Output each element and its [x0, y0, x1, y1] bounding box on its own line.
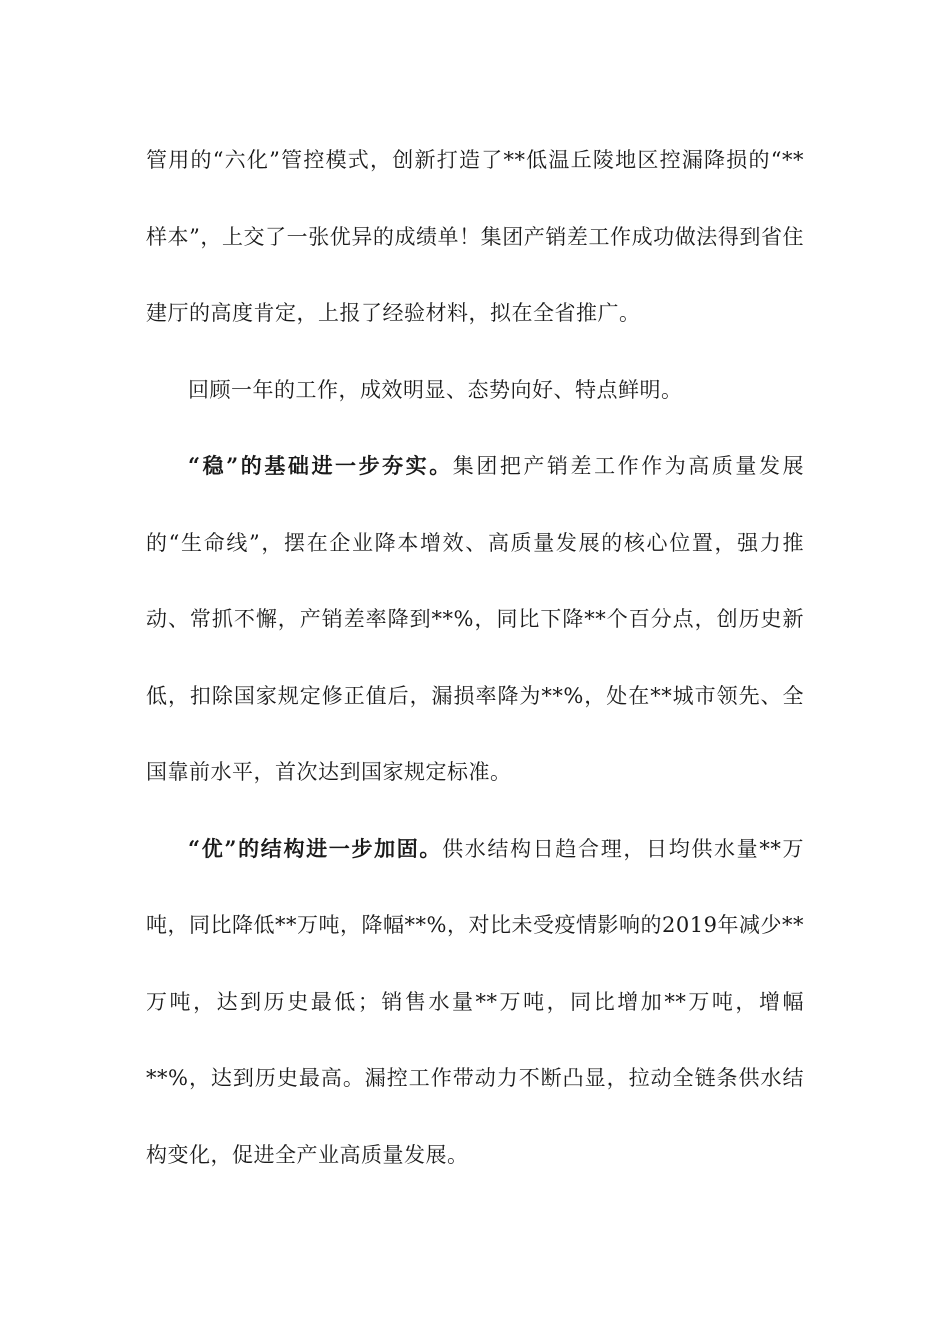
paragraph-text: 管用的“六化”管控模式，创新打造了**低温丘陵地区控漏降损的“**样本”，上交了一张优异的成绩单！集团产销差工作成功做法得到省住建厅的高度肯定，上报了经验材料，拟在全省推广。 [146, 148, 804, 325]
paragraph-intro-continued [146, 122, 804, 352]
document-body [146, 122, 804, 1193]
paragraph-lead-heading: “稳”的基础进一步夯实。 [188, 453, 453, 478]
paragraph-text: 供水结构日趋合理，日均供水量**万吨，同比降低**万吨，降幅**%，对比未受疫情影响的2019年减少**万吨，达到历史最低；销售水量**万吨，同比增加**万吨，增幅**%，达到历史最高。漏控工作带动力不断凸显，拉动全链条供水结构变化，促进全产业高质量发展。 [146, 836, 804, 1167]
paragraph-review-summary [146, 352, 804, 429]
paragraph-text: 集团把产销差工作作为高质量发展的“生命线”，摆在企业降本增效、高质量发展的核心位置，强力推动、常抓不懈，产销差率降到**%，同比下降**个百分点，创历史新低，扣除国家规定修正值后，漏损率降为**%，处在**城市领先、全国靠前水平，首次达到国家规定标准。 [146, 454, 804, 784]
paragraph-text: 回顾一年的工作，成效明显、态势向好、特点鲜明。 [188, 377, 683, 402]
paragraph-stability [146, 428, 804, 811]
paragraph-structure [146, 811, 804, 1194]
paragraph-lead-heading: “优”的结构进一步加固。 [188, 835, 443, 861]
